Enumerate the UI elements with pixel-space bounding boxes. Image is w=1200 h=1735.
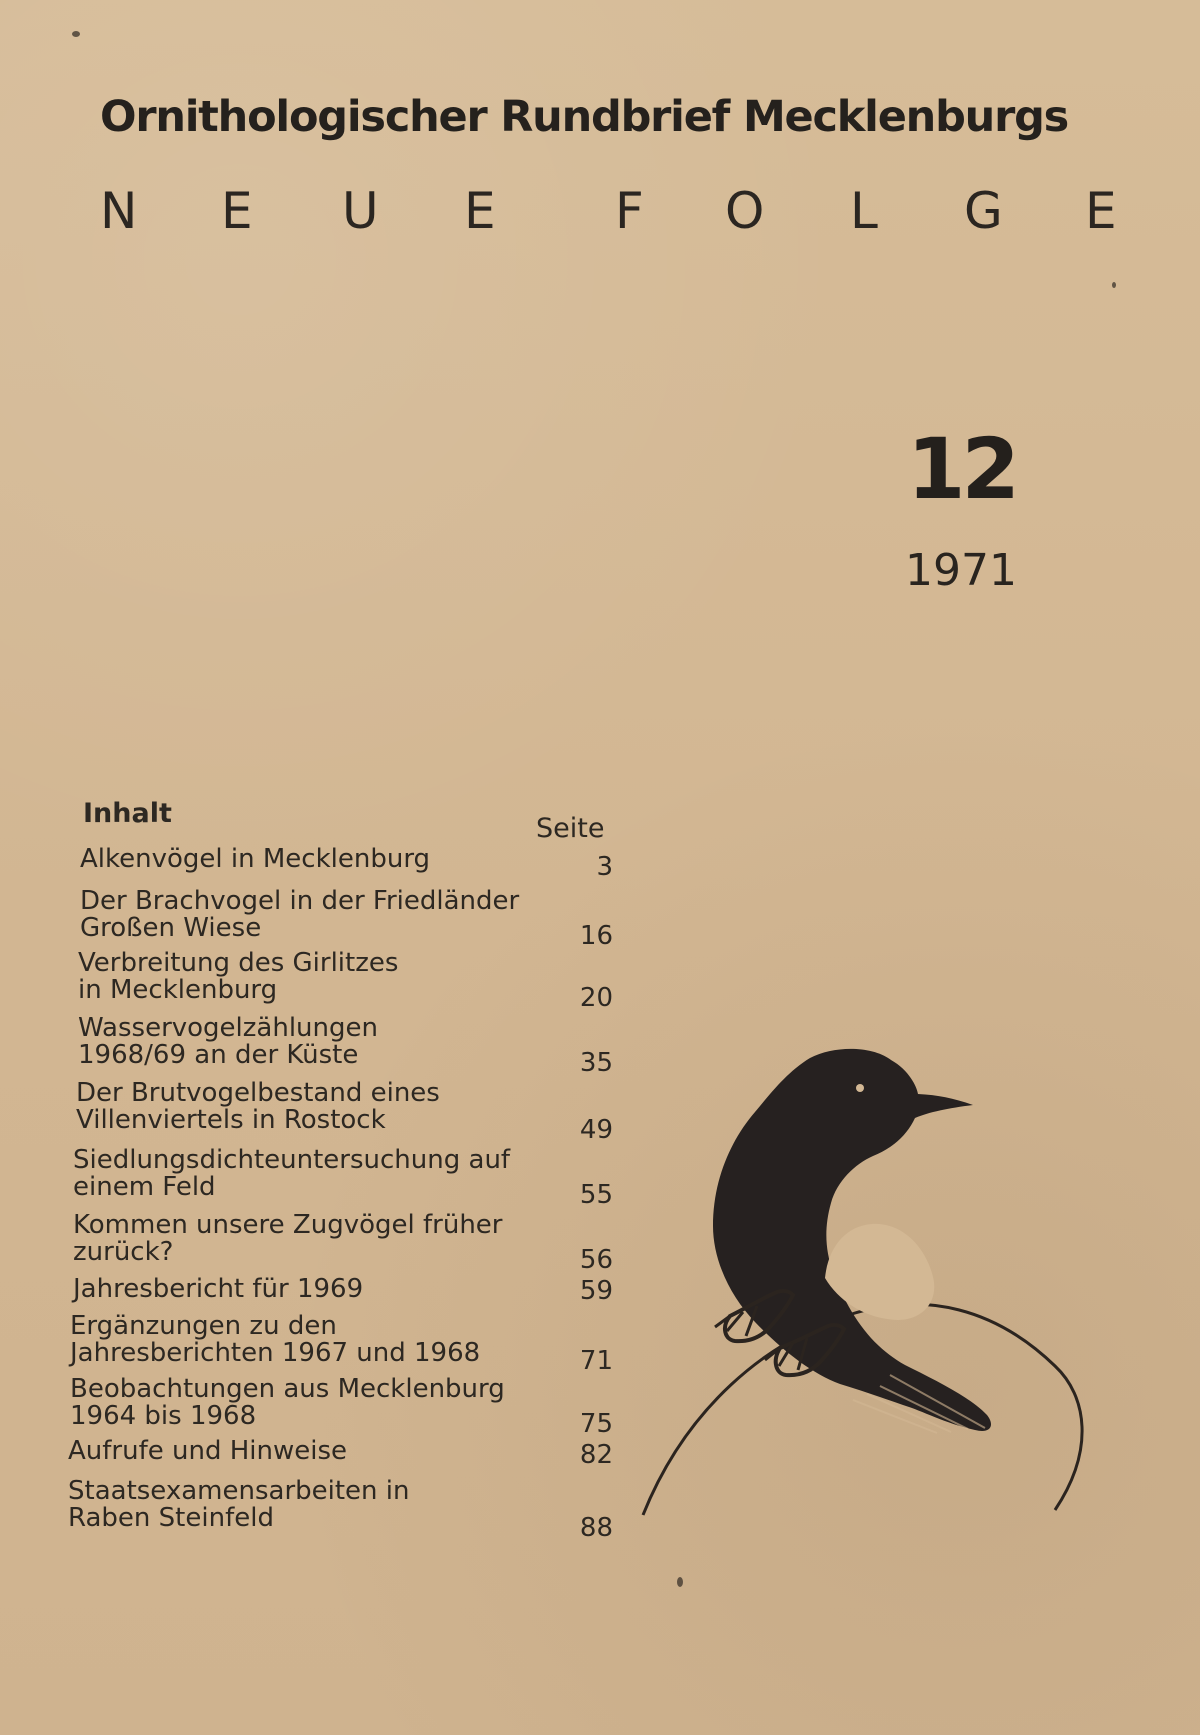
toc-item-page: 35 <box>579 1048 613 1078</box>
toc-item <box>68 950 613 1012</box>
subtitle-letter: E <box>1085 182 1117 240</box>
toc-item-title: Aufrufe und Hinweise <box>68 1436 348 1466</box>
toc-item <box>68 1015 613 1077</box>
ink-speck <box>1112 282 1116 288</box>
publication-title: Ornithologischer Rundbrief Mecklenburgs <box>100 92 1069 142</box>
subtitle-letter: N <box>100 182 138 240</box>
toc-heading: Inhalt <box>83 798 172 829</box>
toc-item <box>68 1376 613 1438</box>
toc-item-title: Ergänzungen zu den Jahresberichten 1967 und 1968 <box>70 1311 481 1368</box>
ink-speck <box>677 1577 683 1587</box>
toc-item-title: Wasservogelzählungen 1968/69 an der Küste <box>78 1013 378 1070</box>
toc-item-page: 20 <box>579 983 613 1013</box>
toc-item <box>68 1476 613 1543</box>
toc-item-page: 3 <box>596 852 613 882</box>
toc-item <box>68 846 613 886</box>
publication-subtitle <box>100 182 1130 252</box>
subtitle-letter: U <box>342 182 379 240</box>
toc-item-title: Der Brutvogelbestand eines Villenviertels in Rostock <box>76 1078 440 1135</box>
toc-item <box>68 1078 613 1145</box>
toc-item-title: Beobachtungen aus Mecklenburg 1964 bis 1968 <box>70 1374 505 1431</box>
toc-item-page: 88 <box>579 1513 613 1543</box>
toc-item-page: 82 <box>579 1440 613 1470</box>
subtitle-letter: E <box>464 182 496 240</box>
table-of-contents <box>68 798 613 1558</box>
subtitle-letter: F <box>615 182 644 240</box>
toc-item-title: Kommen unsere Zugvögel früher zurück? <box>73 1210 503 1267</box>
toc-item-page: 56 <box>579 1245 613 1275</box>
toc-item-title: Siedlungsdichteuntersuchung auf einem Feld <box>73 1145 511 1202</box>
toc-item <box>68 1147 613 1209</box>
subtitle-letter: G <box>964 182 1003 240</box>
toc-item-page: 59 <box>579 1276 613 1306</box>
toc-item <box>68 1313 613 1375</box>
toc-item-title: Verbreitung des Girlitzes in Mecklenburg <box>78 948 399 1005</box>
toc-item <box>68 888 613 950</box>
subtitle-letter: O <box>725 182 765 240</box>
toc-item-page: 16 <box>579 921 613 951</box>
subtitle-letter: E <box>221 182 253 240</box>
bird-eye <box>856 1084 864 1092</box>
toc-item-title: Der Brachvogel in der Friedländer Großen Wiese <box>80 886 520 943</box>
toc-item-page: 49 <box>579 1115 613 1145</box>
ink-speck <box>72 31 80 37</box>
toc-item-title: Staatsexamensarbeiten in Raben Steinfeld <box>68 1476 410 1533</box>
issue-year: 1971 <box>905 545 1017 596</box>
toc-item <box>68 1276 613 1312</box>
toc-item-page: 55 <box>579 1180 613 1210</box>
toc-item <box>68 1438 613 1474</box>
bird-illustration <box>635 1040 1105 1540</box>
issue-number: 12 <box>907 420 1016 518</box>
toc-item-page: 71 <box>579 1346 613 1376</box>
toc-item-title: Alkenvögel in Mecklenburg <box>80 844 431 874</box>
toc-item <box>68 1212 613 1274</box>
subtitle-letter: L <box>850 182 878 240</box>
toc-item-page: 75 <box>579 1409 613 1439</box>
toc-item-title: Jahresbericht für 1969 <box>73 1274 364 1304</box>
toc-page-heading: Seite <box>536 813 605 844</box>
